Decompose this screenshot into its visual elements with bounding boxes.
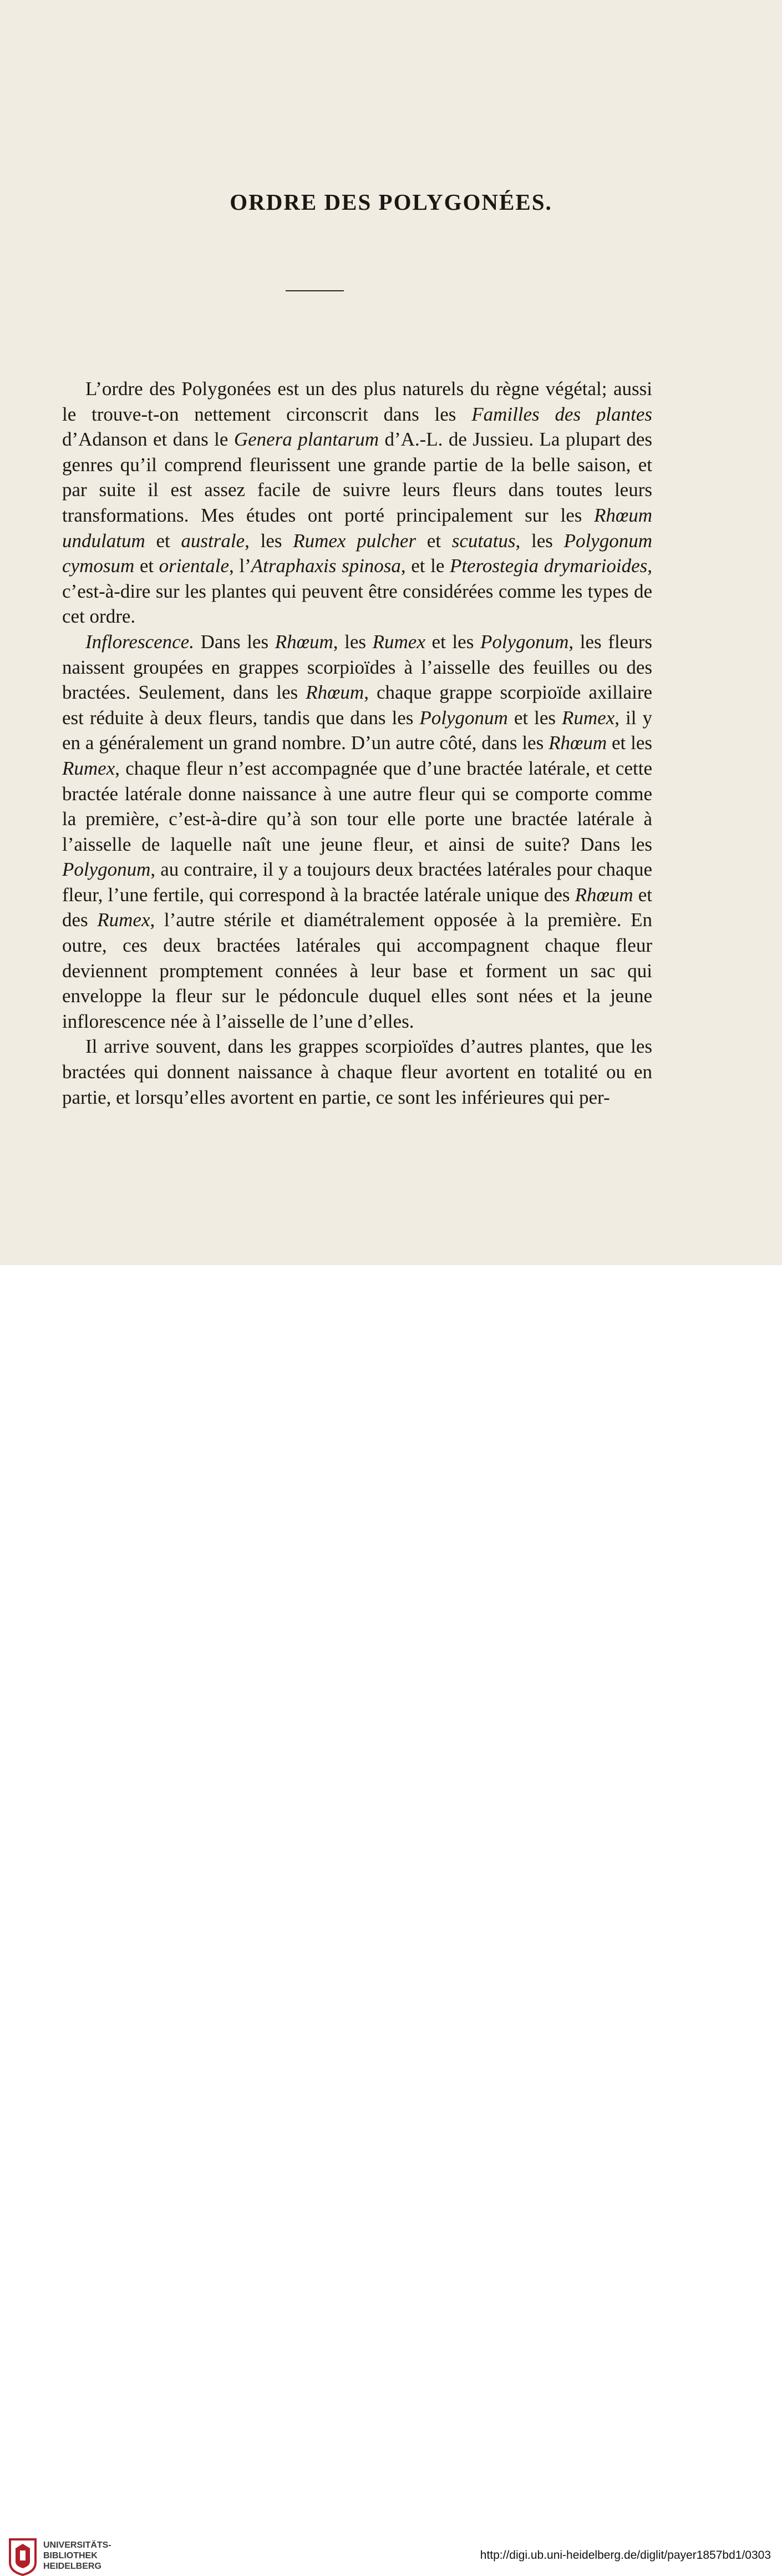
text-run: , il y en a généralement un grand nombre. D’un autre côté, dans les: [62, 706, 653, 754]
italic-run: orientale: [159, 555, 230, 577]
logo-line-2: BIBLIOTHEK: [43, 2551, 98, 2560]
text-run: et les: [507, 706, 562, 729]
source-url[interactable]: http://digi.ub.uni-heidelberg.de/diglit/payer1857bd1/0303: [480, 2549, 771, 2562]
text-run: , c’est-à-dire sur les plantes qui peuvent être considérées comme les types de cet ordre.: [62, 555, 652, 628]
italic-run: Atraphaxis spinosa: [251, 555, 401, 577]
text-run: Dans les: [194, 630, 275, 653]
text-run: , les: [515, 529, 564, 552]
italic-run: Rhœum undulatum: [62, 504, 652, 552]
italic-run: scutatus: [451, 529, 516, 552]
title-underline: [286, 290, 344, 291]
text-run: , l’: [229, 555, 251, 577]
text-run: , les fleurs naissent groupées en grappes scorpioïdes à l’aisselle des feuilles ou des bractées. Seulement, dans les: [62, 630, 652, 704]
text-run: et: [145, 529, 181, 552]
italic-run: Inflorescence.: [85, 630, 194, 653]
paragraph: [62, 629, 652, 1034]
text-run: et: [134, 555, 159, 577]
logo-line-1: UNIVERSITÄTS-: [43, 2540, 111, 2550]
text-run: , l’autre stérile et diamétralement opposée à la première. En outre, ces deux bractées latérales qui accompagnent chaque fleur deviennent promptement connées à leur base et forment un sac qui enveloppe la fleur sur le pédoncule duquel elles sont nées et la jeune inflorescence née à l’aisselle de l’une d’elles.: [62, 909, 652, 1032]
italic-run: Rumex: [62, 757, 115, 779]
bleed-through-text: [61, 78, 660, 289]
library-seal-icon: [8, 2537, 38, 2576]
italic-run: Rhœum: [575, 883, 633, 906]
italic-run: Polygonum: [62, 858, 151, 881]
text-run: et: [416, 529, 452, 552]
text-run: et les: [607, 732, 652, 754]
footer-bar: [0, 1265, 782, 2571]
text-run: , les: [245, 529, 293, 552]
italic-run: Rhœum: [306, 681, 364, 704]
text-run: , et le: [400, 555, 450, 577]
italic-run: Familles des plantes: [471, 403, 653, 425]
paragraph: [62, 1034, 652, 1110]
logo-line-3: HEIDELBERG: [43, 2562, 101, 2571]
text-run: , au contraire, il y a toujours deux bractées latérales pour chaque fleur, l’une fertile, qui correspond à la bractée latérale unique des: [62, 858, 652, 906]
page-title: ORDRE DES POLYGONÉES.: [230, 189, 552, 215]
library-logo-text: [43, 2540, 111, 2572]
text-run: et des: [62, 883, 652, 931]
text-run: , chaque grappe scorpioïde axillaire est réduite à deux fleurs, tandis que dans les: [62, 681, 653, 729]
text-run: , chaque fleur n’est accompagnée que d’une bractée latérale, et cette bractée latérale donne naissance à une autre fleur qui se comporte comme la première, c’est-à-dire qu’à son tour elle porte une bractée latérale à l’aisselle de laquelle naît une jeune fleur, et ainsi de suite? Dans les: [62, 757, 652, 855]
italic-run: Polygonum: [419, 706, 508, 729]
text-run: et les: [425, 630, 480, 653]
italic-run: Rhœum: [549, 732, 607, 754]
italic-run: Rhœum: [275, 630, 333, 653]
italic-run: Genera plantarum: [233, 428, 379, 451]
italic-run: Polygonum cymosum: [62, 529, 652, 577]
text-run: d’A.-L. de Jussieu. La plupart des genres qu’il comprend fleurissent une grande partie de la belle saison, et par suite il est assez facile de suivre leurs fleurs dans toutes leurs transformations. Mes études ont porté principalement sur les: [62, 428, 653, 526]
body-text: [62, 376, 652, 1110]
italic-run: Rumex: [97, 909, 150, 931]
paragraph: [62, 376, 652, 629]
italic-run: Rumex pulcher: [293, 529, 417, 552]
scanned-page: [0, 0, 782, 1265]
italic-run: Polygonum: [480, 630, 569, 653]
text-run: L’ordre des Polygonées est un des plus naturels du règne végétal; aussi le trouve-t-on nettement circonscrit dans les: [62, 378, 652, 425]
text-run: d’Adanson et dans le: [62, 428, 234, 451]
text-run: Il arrive souvent, dans les grappes scorpioïdes d’autres plantes, que les bractées qui donnent naissance à chaque fleur avortent en totalité ou en partie, et lorsqu’elles avortent en partie, ce sont les inférieures qui per-: [62, 1036, 652, 1108]
italic-run: Rumex: [372, 630, 425, 653]
text-run: , les: [333, 630, 373, 653]
italic-run: Rumex: [562, 706, 615, 729]
italic-run: australe: [181, 529, 245, 552]
italic-run: Pterostegia drymarioides: [449, 555, 648, 577]
